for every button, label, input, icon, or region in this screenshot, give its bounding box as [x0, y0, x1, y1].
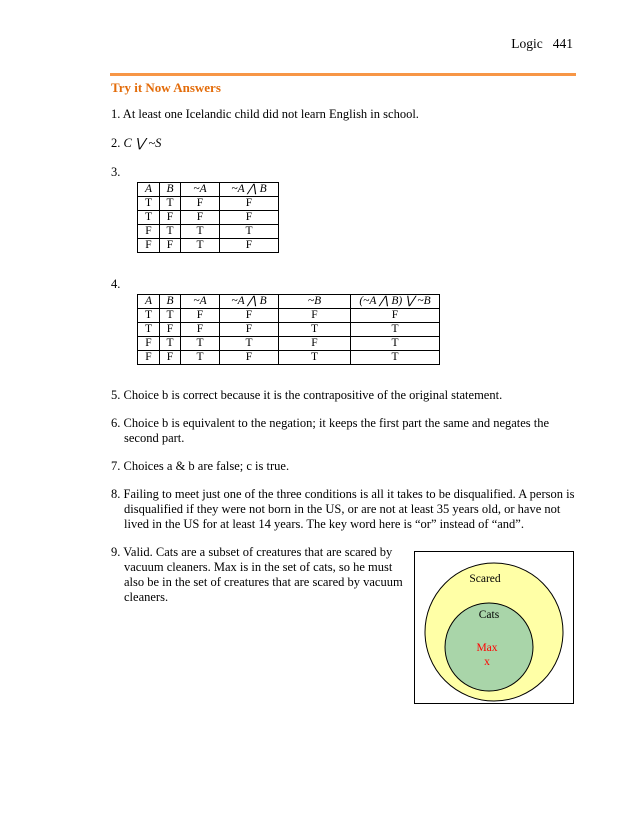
table-cell: T	[181, 239, 220, 253]
table-row	[138, 225, 279, 239]
column-header: ~A	[181, 183, 220, 197]
table-cell: F	[220, 239, 279, 253]
table-cell: T	[160, 337, 181, 351]
table-cell: T	[181, 337, 220, 351]
table-cell: F	[160, 351, 181, 365]
column-header: ~A	[181, 295, 220, 309]
table-cell: T	[138, 309, 160, 323]
table-cell: T	[160, 197, 181, 211]
truth-table-3	[137, 182, 279, 253]
table-cell: F	[160, 211, 181, 225]
answer-3-number: 3.	[111, 165, 121, 179]
table-row	[138, 351, 440, 365]
table-cell: T	[181, 351, 220, 365]
answer-7: 7. Choices a & b are false; c is true.	[111, 459, 290, 473]
scared-label: Scared	[469, 573, 501, 585]
table-cell: T	[220, 225, 279, 239]
truth-table-4-header	[138, 295, 440, 309]
column-header: A	[138, 295, 160, 309]
table-cell: F	[181, 323, 220, 337]
table-cell: T	[160, 309, 181, 323]
table-cell: F	[181, 309, 220, 323]
table-cell: F	[351, 309, 440, 323]
table-cell: T	[351, 323, 440, 337]
answer-8-line-1: 8. Failing to meet just one of the three conditions is all it takes to be disqualified. A person is	[111, 487, 575, 501]
answer-5: 5. Choice b is correct because it is the contrapositive of the original statement.	[111, 388, 503, 402]
answer-6-line-1: 6. Choice b is equivalent to the negation; it keeps the first part the same and negates the	[111, 416, 550, 430]
title-rule	[110, 73, 576, 76]
answer-9-line-2: vacuum cleaners. Max is in the set of cats, so he must	[124, 560, 393, 574]
max-label: Max	[476, 642, 498, 654]
table-row	[138, 239, 279, 253]
answer-6-line-2: second part.	[124, 431, 185, 445]
table-cell: T	[351, 351, 440, 365]
table-row	[138, 337, 440, 351]
table-cell: F	[220, 197, 279, 211]
table-cell: T	[279, 351, 351, 365]
column-header: ~A ⋀ B	[220, 183, 279, 197]
table-cell: F	[220, 351, 279, 365]
column-header: ~B	[279, 295, 351, 309]
table-cell: F	[279, 337, 351, 351]
table-cell: F	[279, 309, 351, 323]
table-cell: F	[220, 323, 279, 337]
running-head	[511, 36, 573, 52]
answer-2-number: 2.	[111, 136, 121, 150]
table-cell: F	[181, 211, 220, 225]
column-header: A	[138, 183, 160, 197]
table-cell: F	[220, 309, 279, 323]
truth-table-3-header	[138, 183, 279, 197]
table-cell: F	[138, 337, 160, 351]
column-header: B	[160, 183, 181, 197]
column-header: B	[160, 295, 181, 309]
answer-8-line-3: lived in the US for at least 14 years. The key word here is “or” instead of “and”.	[124, 517, 524, 531]
table-cell: T	[181, 225, 220, 239]
answer-9	[111, 545, 403, 605]
table-cell: F	[138, 351, 160, 365]
truth-table-4	[137, 294, 440, 365]
answer-6	[111, 416, 549, 446]
section-name: Logic	[511, 36, 543, 51]
table-cell: F	[160, 239, 181, 253]
table-cell: T	[220, 337, 279, 351]
answer-4-number: 4.	[111, 277, 121, 291]
table-row	[138, 211, 279, 225]
answer-8-line-2: disqualified if they were not born in the US, or are not at least 35 years old, or have not	[124, 502, 561, 516]
table-cell: F	[138, 225, 160, 239]
table-cell: T	[279, 323, 351, 337]
table-cell: F	[160, 323, 181, 337]
page-number: 441	[552, 36, 573, 51]
column-header: ~A ⋀ B	[220, 295, 279, 309]
table-cell: T	[138, 197, 160, 211]
answer-9-line-4: cleaners.	[124, 590, 169, 604]
answer-1: 1. At least one Icelandic child did not learn English in school.	[111, 107, 419, 121]
answer-8	[111, 487, 574, 532]
section-title: Try it Now Answers	[111, 80, 221, 95]
max-element-mark: x	[484, 656, 490, 668]
answer-9-line-1: 9. Valid. Cats are a subset of creatures that are scared by	[111, 545, 393, 559]
table-cell: F	[181, 197, 220, 211]
table-row	[138, 309, 440, 323]
answer-2-expression: C ⋁ ~S	[123, 136, 162, 150]
table-row	[138, 197, 279, 211]
table-cell: F	[138, 239, 160, 253]
column-header: (~A ⋀ B) ⋁ ~B	[351, 295, 440, 309]
venn-diagram	[414, 551, 574, 704]
table-cell: T	[138, 323, 160, 337]
table-cell: T	[138, 211, 160, 225]
table-row	[138, 323, 440, 337]
cats-label: Cats	[478, 609, 500, 621]
table-cell: F	[220, 211, 279, 225]
answer-9-line-3: also be in the set of creatures that are scared by vacuum	[124, 575, 403, 589]
table-cell: T	[351, 337, 440, 351]
table-cell: T	[160, 225, 181, 239]
answer-2	[111, 136, 161, 151]
